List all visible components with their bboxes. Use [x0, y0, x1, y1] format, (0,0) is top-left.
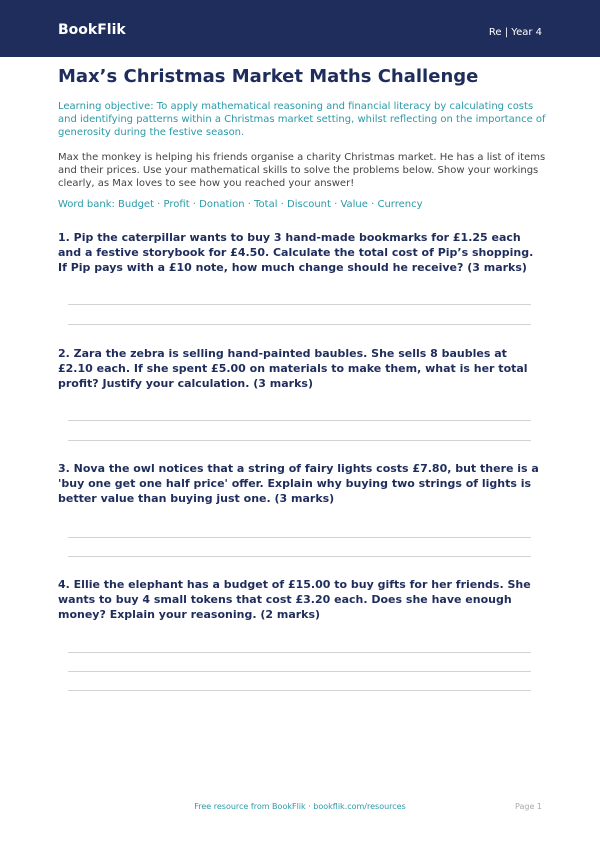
answer-line[interactable] — [68, 652, 531, 653]
question-3: 3. Nova the owl notices that a string of fairy lights costs £7.80, but there is a 'buy one get one half price' offer. Explain why buying two strings of lights is better value than buying just one. (3 marks) — [58, 462, 539, 505]
answer-line[interactable] — [68, 440, 531, 441]
answer-line[interactable] — [68, 537, 531, 538]
answer-line[interactable] — [68, 556, 531, 557]
header-meta: Re | Year 4 — [488, 27, 542, 38]
page-number: Page 1 — [515, 802, 542, 811]
question-4: 4. Ellie the elephant has a budget of £15.00 to buy gifts for her friends. She wants to buy 4 small tokens that cost £3.20 each. Does she have enough money? Explain your reasoning. (2 marks) — [58, 578, 531, 621]
page-title: Max’s Christmas Market Maths Challenge — [58, 66, 479, 87]
question-2: 2. Zara the zebra is selling hand-painted baubles. She sells 8 baubles at £2.10 each. If she spent £5.00 on materials to make them, what is her total profit? Justify your calculation. (3 marks) — [58, 347, 528, 390]
question-1: 1. Pip the caterpillar wants to buy 3 hand-made bookmarks for £1.25 each and a festive storybook for £4.50. Calculate the total cost of Pip’s shopping. If Pip pays with a £10 note, how much change should he receive? (3 marks) — [58, 231, 534, 274]
intro-paragraph: Max the monkey is helping his friends organise a charity Christmas market. He has a list of items and their prices. Use your mathematical skills to solve the problems below. Show your workings clearly, as Max loves to see how you reached your answer! — [58, 152, 546, 189]
answer-line[interactable] — [68, 671, 531, 672]
answer-line[interactable] — [68, 690, 531, 691]
learning-objective: Learning objective: To apply mathematical reasoning and financial literacy by calculating costs and identifying patterns within a Christmas market setting, whilst reflecting on the importance of generosity during the festive season. — [58, 101, 546, 138]
footer-credit[interactable]: Free resource from BookFlik · bookflik.com/resources — [194, 802, 406, 811]
brand-logo[interactable]: BookFlik — [58, 22, 126, 38]
header-bar — [0, 0, 600, 57]
answer-line[interactable] — [68, 304, 531, 305]
answer-line[interactable] — [68, 420, 531, 421]
word-bank: Word bank: Budget · Profit · Donation · Total · Discount · Value · Currency — [58, 199, 423, 210]
answer-line[interactable] — [68, 324, 531, 325]
